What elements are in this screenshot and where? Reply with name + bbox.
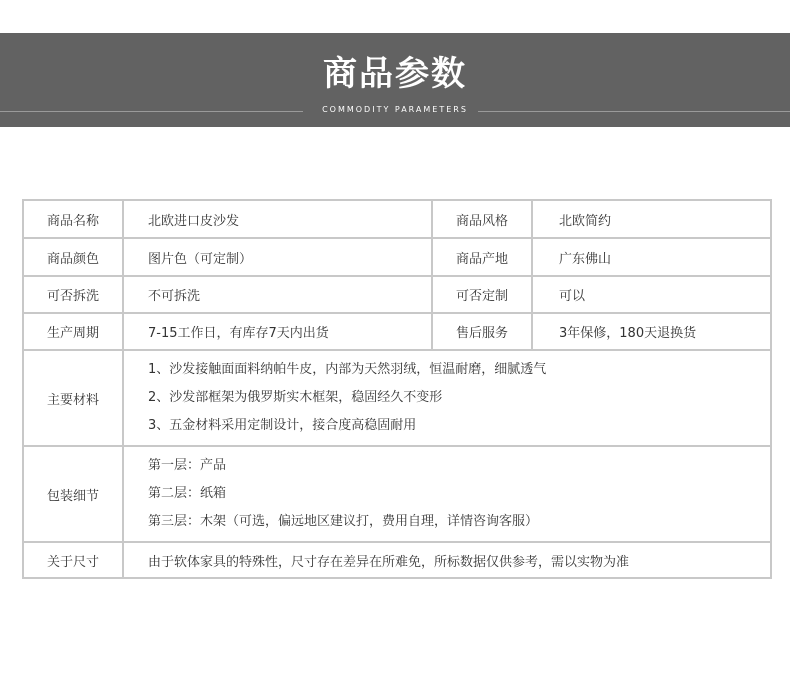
materials-line: 3、五金材料采用定制设计，接合度高稳固耐用 (148, 418, 417, 433)
table-row (23, 200, 771, 238)
value-main-materials (123, 350, 771, 446)
label-main-materials: 主要材料 (23, 350, 123, 446)
label-after-sales: 售后服务 (432, 313, 532, 350)
table-row (23, 238, 771, 276)
value-product-origin: 广东佛山 (532, 238, 771, 276)
value-packaging (123, 446, 771, 542)
value-after-sales: 3年保修，180天退换货 (532, 313, 771, 350)
packaging-line: 第三层：木架（可选，偏远地区建议打，费用自理，详情咨询客服） (148, 514, 539, 529)
materials-line: 2、沙发部框架为俄罗斯实木框架，稳固经久不变形 (148, 390, 443, 405)
table-row (23, 276, 771, 313)
parameters-table (22, 199, 772, 579)
label-washable: 可否拆洗 (23, 276, 123, 313)
label-customizable: 可否定制 (432, 276, 532, 313)
value-customizable: 可以 (532, 276, 771, 313)
value-production-cycle: 7-15工作日，有库存7天内出货 (123, 313, 432, 350)
label-product-name: 商品名称 (23, 200, 123, 238)
table-row (23, 313, 771, 350)
header-text-layer (0, 33, 790, 127)
table-row (23, 542, 771, 578)
packaging-line: 第二层：纸箱 (148, 486, 227, 501)
value-product-name: 北欧进口皮沙发 (123, 200, 432, 238)
table-row (23, 446, 771, 542)
label-production-cycle: 生产周期 (23, 313, 123, 350)
label-product-origin: 商品产地 (432, 238, 532, 276)
value-size: 由于软体家具的特殊性，尺寸存在差异在所难免，所标数据仅供参考，需以实物为准 (123, 542, 771, 578)
label-size: 关于尺寸 (23, 542, 123, 578)
label-product-style: 商品风格 (432, 200, 532, 238)
value-product-style: 北欧简约 (532, 200, 771, 238)
value-washable: 不可拆洗 (123, 276, 432, 313)
table-row (23, 350, 771, 446)
page-subtitle: COMMODITY PARAMETERS (322, 105, 468, 114)
packaging-line: 第一层：产品 (148, 458, 227, 473)
page-title: 商品参数 (323, 54, 467, 94)
label-packaging: 包装细节 (23, 446, 123, 542)
value-product-color: 图片色（可定制） (123, 238, 432, 276)
materials-line: 1、沙发接触面面料纳帕牛皮，内部为天然羽绒，恒温耐磨，细腻透气 (148, 362, 547, 377)
label-product-color: 商品颜色 (23, 238, 123, 276)
